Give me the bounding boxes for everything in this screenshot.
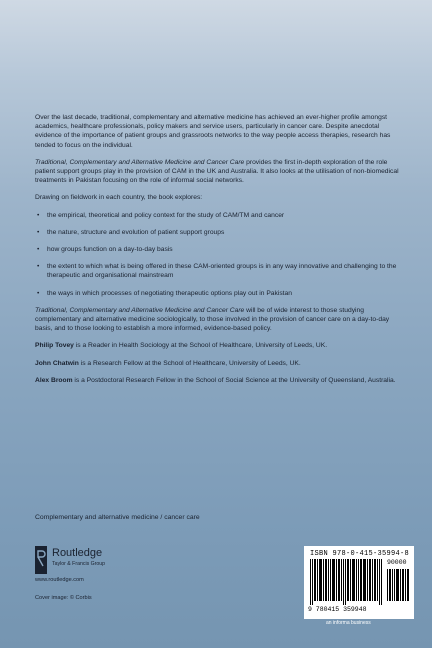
publisher-name: Routledge <box>52 547 103 559</box>
blurb-paragraph-2: Traditional, Complementary and Alternative Medicine and Cancer Care provides the first in-depth exploration of the role patient support groups play in the provision of CAM in the UK and Australia. It also looks at the utilisation of non-biomedical treatments in Pakistan focusing on the role of informal social networks. <box>35 158 399 185</box>
author-bio: John Chatwin is a Research Fellow at the School of Healthcare, University of Leeds, UK. <box>35 359 301 367</box>
publisher-group: Taylor & Francis Group <box>52 561 106 567</box>
publisher-url: www.routledge.com <box>35 577 84 583</box>
author-name: John Chatwin <box>35 359 79 367</box>
barcode-panel <box>304 546 414 619</box>
blurb-paragraph-1: Over the last decade, traditional, complementary and alternative medicine has achieved an ever-higher profile amongst academics, healthcare professionals, policy makers and service users, particularly in cancer care. Despite anecdotal evidence of the importance of patient groups and grassroots networks to the way people access therapies, research has tended to focus on the individual. <box>35 114 391 149</box>
author-bio: Philip Tovey is a Reader in Health Sociology at the School of Healthcare, University of Leeds, UK. <box>35 342 328 350</box>
topics-list <box>35 211 403 298</box>
ean-digits: 9 780415 359948 <box>308 606 367 613</box>
blurb-text <box>35 113 403 393</box>
book-title-italic: Traditional, Complementary and Alternative Medicine and Cancer Care <box>35 158 245 166</box>
book-title-italic: Traditional, Complementary and Alternative Medicine and Cancer Care <box>35 306 245 314</box>
list-item: • the ways in which processes of negotiating therapeutic options play out in Pakistan <box>35 289 403 298</box>
price-code: 90000 <box>387 559 407 566</box>
routledge-logo-icon <box>35 546 47 574</box>
ean-barcode-icon <box>310 559 384 605</box>
author-name: Philip Tovey <box>35 342 74 350</box>
cover-image-credit: Cover image: © Corbis <box>35 595 92 601</box>
list-item: • the empirical, theoretical and policy context for the study of CAM/TM and cancer <box>35 211 403 220</box>
addon-barcode-icon <box>387 569 409 601</box>
informa-imprint: an informa business <box>326 620 371 626</box>
list-item: • the extent to which what is being offered in these CAM-oriented groups is in any way innovative and challenging to the therapeutic and organisational mainstream <box>35 262 403 280</box>
blurb-paragraph-3: Traditional, Complementary and Alternative Medicine and Cancer Care will be of wide interest to those studying complementary and alternative medicine sociologically, to those involved in the provision of cancer care on a day-to-day basis, and to those looking to establish a more informed, evidence-based policy. <box>35 306 390 333</box>
list-item: • the nature, structure and evolution of patient support groups <box>35 228 403 237</box>
publisher-logo <box>35 546 195 576</box>
list-item: • how groups function on a day-to-day basis <box>35 245 403 254</box>
subject-category: Complementary and alternative medicine / cancer care <box>35 514 200 521</box>
isbn-text: ISBN 978-0-415-35994-8 <box>310 550 410 558</box>
author-name: Alex Broom <box>35 376 73 384</box>
author-bio: Alex Broom is a Postdoctoral Research Fellow in the School of Social Science at the University of Queensland, Australia. <box>35 376 396 384</box>
bullets-intro: Drawing on fieldwork in each country, the book explores: <box>35 194 203 202</box>
